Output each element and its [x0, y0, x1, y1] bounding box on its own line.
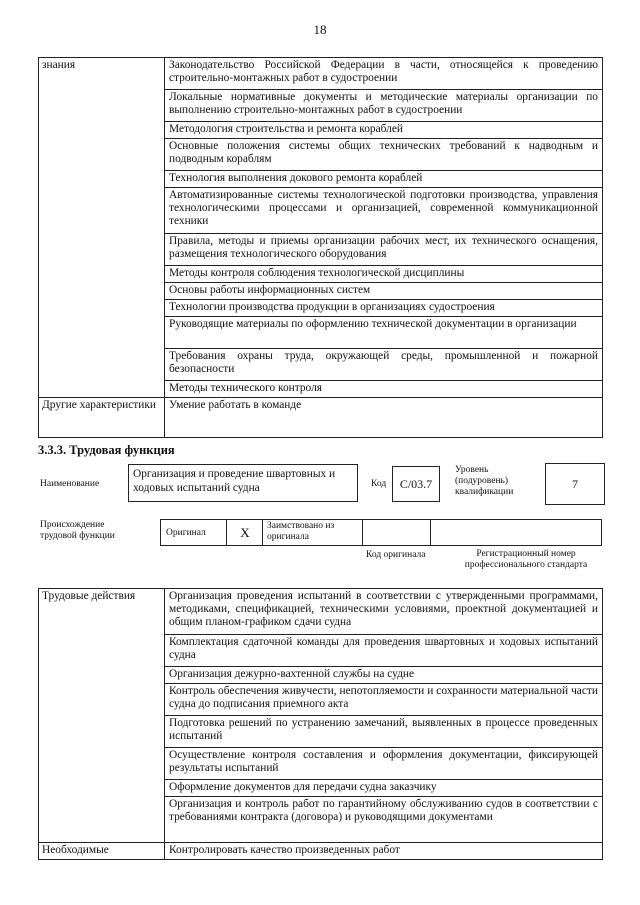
labor-action-item: Оформление документов для передачи судна заказчику — [165, 780, 603, 797]
other-characteristics-value: Умение работать в команде — [165, 398, 603, 438]
page-number: 18 — [313, 22, 327, 37]
knowledge-item: Методы контроля соблюдения технологической дисциплины — [165, 266, 603, 283]
knowledge-item: Правила, методы и приемы организации рабочих мест, их технического оснащения, размещения технологического оборудования — [165, 234, 603, 266]
reg-number-label: Регистрационный номер профессионального стандарта — [464, 549, 588, 570]
origin-strip — [160, 519, 602, 546]
function-code-box: С/03.7 — [392, 466, 440, 502]
labor-action-item: Организация проведения испытаний в соответствии с утвержденными программами, методиками, спецификацией, техническими условиями, проектной документацией и общим планом-графиком сдачи судна — [165, 589, 603, 635]
origin-label: Происхождение трудовой функции — [40, 520, 115, 541]
original-mark: X — [240, 525, 250, 540]
reg-number-cell — [431, 520, 601, 545]
code-original-label: Код оригинала — [366, 550, 426, 560]
borrowed-label: Заимствовано из оригинала — [267, 521, 335, 542]
original-label: Оригинал — [166, 528, 206, 538]
labor-actions-table — [38, 588, 603, 860]
knowledge-item: Основные положения системы общих технических требований к надводным и подводным кораблям — [165, 139, 603, 171]
borrowed-cell — [263, 520, 363, 545]
knowledge-item: Законодательство Российской Федерации в части, относящейся к проведению строительно-монтажных работ в судостроении — [165, 58, 603, 90]
skill-item: Контролировать качество произведенных работ — [165, 843, 603, 860]
original-cell — [161, 520, 227, 545]
section-title: 3.3.3. Трудовая функция — [38, 443, 175, 457]
knowledge-item: Основы работы информационных систем — [165, 283, 603, 300]
knowledge-item: Технологии производства продукции в организациях судостроения — [165, 300, 603, 317]
knowledge-item: Автоматизированные системы технологической подготовки производства, управления технологическими процессами и организацией, современной коммуникационной техники — [165, 188, 603, 234]
knowledge-item: Методы технического контроля — [165, 381, 603, 398]
labor-actions-label: Трудовые действия — [39, 589, 165, 843]
code-label: Код — [371, 479, 387, 489]
knowledge-item: Технология выполнения докового ремонта кораблей — [165, 171, 603, 188]
code-original-cell — [363, 520, 431, 545]
level-box: 7 — [545, 463, 605, 505]
name-label: Наименование — [40, 479, 100, 489]
labor-action-item: Комплектация сдаточной команды для проведения швартовных и ходовых испытаний судна — [165, 635, 603, 667]
labor-action-item: Организация дежурно-вахтенной службы на судне — [165, 667, 603, 684]
knowledge-item: Методология строительства и ремонта кораблей — [165, 122, 603, 139]
knowledge-table — [38, 57, 603, 438]
labor-action-item: Контроль обеспечения живучести, непотопляемости и сохранности материальной части судна до подписания приемного акта — [165, 684, 603, 716]
function-name-box: Организация и проведение швартовных и ходовых испытаний судна — [128, 464, 358, 502]
knowledge-label: знания — [39, 58, 165, 398]
labor-action-item: Организация и контроль работ по гарантийному обслуживанию судов в соответствии с требованиями контракта (договора) и руководящими документами — [165, 797, 603, 843]
original-mark-cell — [227, 520, 263, 545]
knowledge-item: Локальные нормативные документы и методические материалы организации по выполнению строительно-монтажных работ в судостроении — [165, 90, 603, 122]
labor-action-item: Осуществление контроля составления и оформления документации, фиксирующей результаты испытаний — [165, 748, 603, 780]
knowledge-item: Руководящие материалы по оформлению технической документации в организации — [165, 317, 603, 349]
other-characteristics-label: Другие характеристики — [39, 398, 165, 438]
knowledge-item: Требования охраны труда, окружающей среды, промышленной и пожарной безопасности — [165, 349, 603, 381]
level-label: Уровень (подуровень) квалификации — [455, 465, 514, 497]
skills-label: Необходимые — [39, 843, 165, 860]
labor-action-item: Подготовка решений по устранению замечаний, выявленных в процессе проведенных испытаний — [165, 716, 603, 748]
